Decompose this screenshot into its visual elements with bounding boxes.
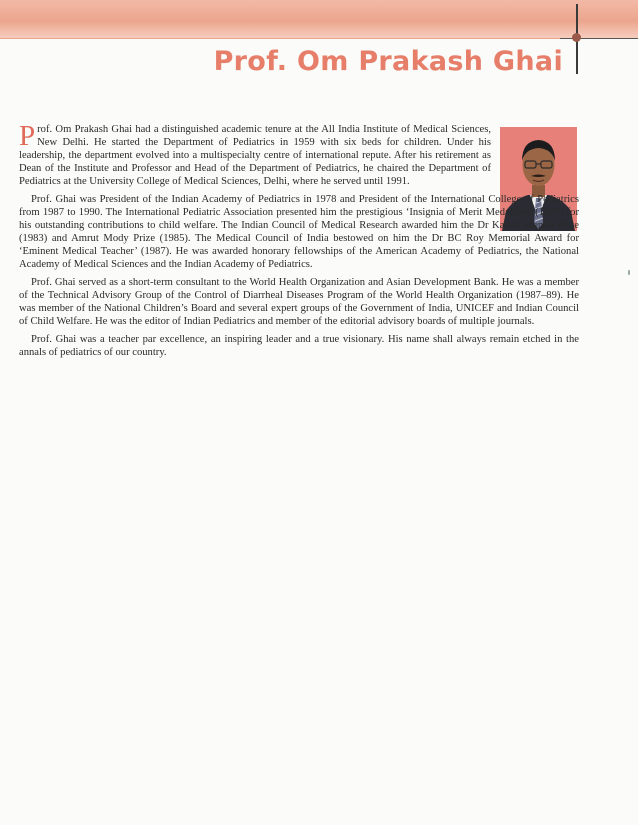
paragraph-1-text: rof. Om Prakash Ghai had a distinguished academic tenure at the All India Institute of Medical Sciences, New Delhi. He started the Department of Pediatrics in 1959 with six beds for children. Under his leadership, the department evolved into a multispecialty centre of international repute. After his retirement as Dean of the Institute and Professor and Head of the Department of Pediatrics, he chaired the Department of Pediatrics at the University College of Medical Sciences, Delhi, where he served until 1991. — [19, 124, 491, 187]
article-body — [19, 120, 579, 364]
header-band — [0, 0, 638, 38]
paragraph-1 — [19, 120, 579, 188]
paragraph-3: Prof. Ghai served as a short-term consultant to the World Health Organization and Asian Development Bank. He was a member of the Technical Advisory Group of the Control of Diarrheal Diseases Program of the World Health Organization (1987–89). He was member of the National Children’s Board and several expert groups of the Government of India, UNICEF and Indian Council of Child Welfare. He was the editor of Indian Pediatrics and member of the editorial advisory boards of multiple journals. — [19, 277, 579, 327]
paragraph-4: Prof. Ghai was a teacher par excellence, an inspiring leader and a true visionary. His name shall always remain etched in the annals of pediatrics of our country. — [19, 334, 579, 358]
header-rule — [0, 38, 638, 39]
drop-cap: P — [19, 120, 36, 152]
scan-speck — [628, 270, 630, 275]
paragraph-2: Prof. Ghai was President of the Indian Academy of Pediatrics in 1978 and President of the International College of Pediatrics from 1987 to 1990. The International Pediatric Association presented him the prestigious ‘Insignia of Merit Medallion’ (1977) for his outstanding contributions to child welfare. The Indian Council of Medical Research awarded him the Dr Kamla Menon Prize (1983) and Amrut Mody Prize (1985). The Medical Council of India bestowed on him the Dr BC Roy Memorial Award for ‘Eminent Medical Teacher’ (1987). He was awarded honorary fellowships of the American Academy of Pediatrics, the National Academy of Medical Sciences and the Indian Academy of Pediatrics. — [19, 194, 579, 270]
page-title: Prof. Om Prakash Ghai — [213, 46, 563, 77]
crop-mark-dot — [572, 33, 581, 42]
